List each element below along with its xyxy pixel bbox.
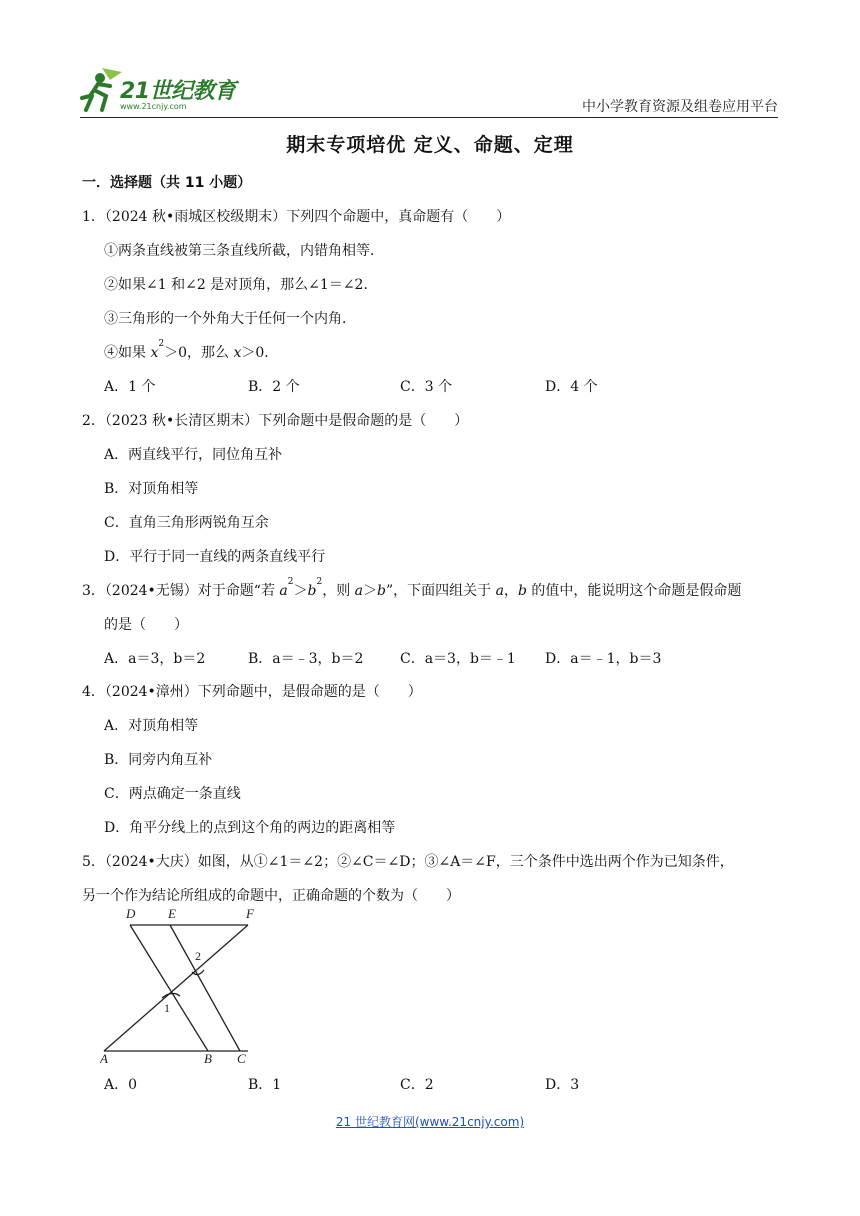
q1-item-1: ①两条直线被第三条直线所截，内错角相等． bbox=[104, 243, 384, 259]
q1-item-2: ②如果∠1 和∠2 是对顶角，那么∠1＝∠2． bbox=[104, 277, 378, 293]
q3-option-d[interactable]: D．a＝﹣1，b＝3 bbox=[545, 651, 662, 667]
q4-option-b[interactable]: B．同旁内角互补 bbox=[104, 752, 213, 768]
logo-text: 21世纪教育 bbox=[120, 79, 236, 104]
geometry-figure bbox=[100, 904, 258, 1064]
q4-stem: 4．（2024•漳州）下列命题中，是假命题的是（ ） bbox=[82, 684, 422, 700]
line-af bbox=[104, 925, 248, 1051]
q1-stem: 1．（2024 秋•雨城区校级期末）下列四个命题中，真命题有（ ） bbox=[82, 209, 511, 225]
q4-option-d[interactable]: D．角平分线上的点到这个角的两边的距离相等 bbox=[104, 820, 396, 836]
q1-option-b[interactable]: B．2 个 bbox=[248, 379, 300, 395]
section-heading: 一．选择题（共 11 小题） bbox=[82, 175, 252, 191]
platform-name: 中小学教育资源及组卷应用平台 bbox=[582, 99, 778, 115]
q3-option-b[interactable]: B．a＝﹣3，b＝2 bbox=[248, 651, 364, 667]
q1-option-a[interactable]: A．1 个 bbox=[104, 379, 156, 395]
line-db bbox=[130, 925, 208, 1051]
q2-option-d[interactable]: D．平行于同一直线的两条直线平行 bbox=[104, 549, 326, 565]
q3-stem: 3．（2024•无锡）对于命题“若 $a^2>b^2$，则 a＞b”，下面四组关于 a，b 的值中，能说明这个命题是假命题 bbox=[82, 577, 742, 599]
q1-option-d[interactable]: D．4 个 bbox=[545, 379, 598, 395]
q1-item-4: ④如果 $x^2>0$，那么 x＞0． bbox=[104, 339, 279, 361]
label-angle-1: 1 bbox=[164, 1001, 170, 1015]
label-e: E bbox=[168, 906, 176, 921]
logo-url: www.21cnjy.com bbox=[120, 102, 187, 111]
q3-option-c[interactable]: C．a＝3，b＝﹣1 bbox=[400, 651, 516, 667]
q2-option-c[interactable]: C．直角三角形两锐角互余 bbox=[104, 515, 269, 531]
q2-stem: 2．（2023 秋•长清区期末）下列命题中是假命题的是（ ） bbox=[82, 413, 469, 429]
page-title: 期末专项培优 定义、命题、定理 bbox=[286, 134, 574, 156]
q2-option-a[interactable]: A．两直线平行，同位角互补 bbox=[104, 447, 283, 463]
footer-link[interactable]: 21 世纪教育网(www.21cnjy.com) bbox=[335, 1115, 525, 1129]
q1-option-c[interactable]: C．3 个 bbox=[400, 379, 453, 395]
line-ec bbox=[170, 925, 240, 1051]
label-d: D bbox=[126, 906, 136, 921]
q4-option-a[interactable]: A．对顶角相等 bbox=[104, 718, 199, 734]
q5-stem: 5．（2024•大庆）如图，从①∠1＝∠2；②∠C＝∠D；③∠A＝∠F，三个条件中选出两个作为已知条件， bbox=[82, 854, 734, 870]
label-f: F bbox=[246, 906, 254, 921]
q4-option-c[interactable]: C．两点确定一条直线 bbox=[104, 786, 241, 802]
q2-option-b[interactable]: B．对顶角相等 bbox=[104, 481, 199, 497]
label-a: A bbox=[100, 1051, 108, 1064]
q5-stem-line2: 另一个作为结论所组成的命题中，正确命题的个数为（ ） bbox=[82, 888, 460, 904]
site-logo[interactable] bbox=[80, 66, 250, 116]
label-c: C bbox=[237, 1051, 246, 1064]
q5-option-c[interactable]: C．2 bbox=[400, 1077, 434, 1093]
q5-option-d[interactable]: D．3 bbox=[545, 1077, 580, 1093]
q3-stem-line2: 的是（ ） bbox=[104, 617, 188, 633]
q1-item-3: ③三角形的一个外角大于任何一个内角． bbox=[104, 311, 356, 327]
runner-logo-icon bbox=[80, 66, 124, 114]
label-angle-2: 2 bbox=[195, 949, 201, 963]
q5-option-b[interactable]: B．1 bbox=[248, 1077, 282, 1093]
q3-option-a[interactable]: A．a＝3，b＝2 bbox=[104, 651, 206, 667]
q5-option-a[interactable]: A．0 bbox=[104, 1077, 138, 1093]
label-b: B bbox=[204, 1051, 212, 1064]
header-divider bbox=[80, 117, 778, 118]
